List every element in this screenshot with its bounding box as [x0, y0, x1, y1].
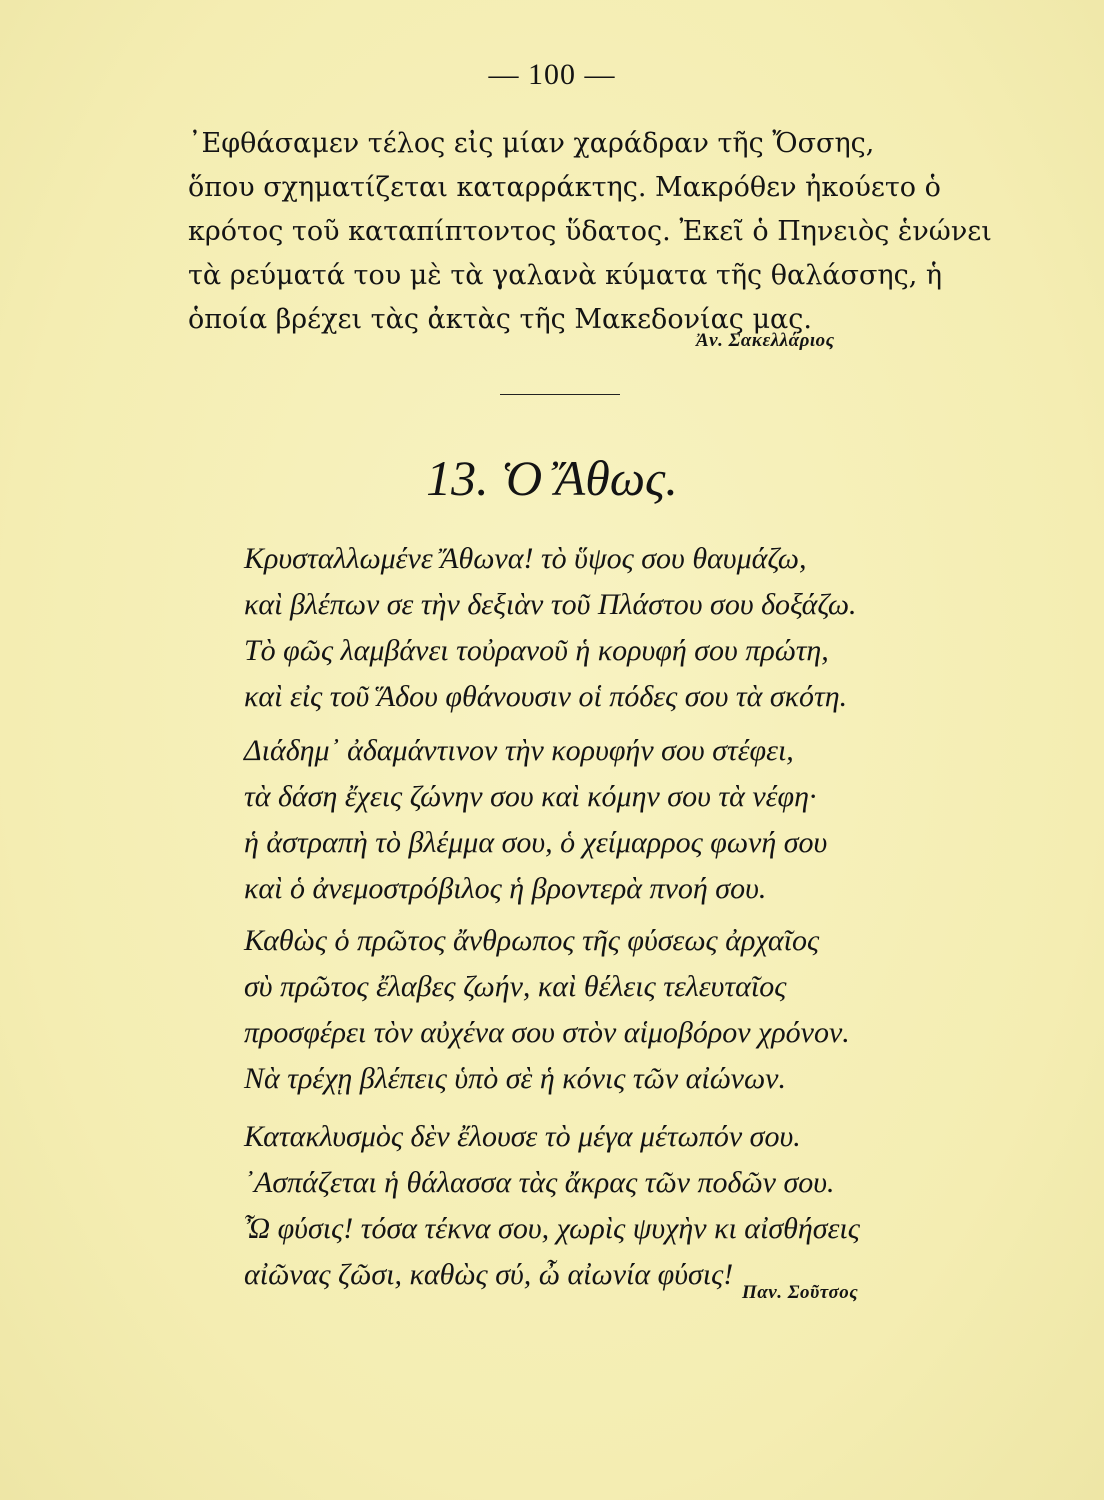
poem-line: προσφέρει τὸν αὐχένα σου στὸν αἱμοβόρον χρόνον. [244, 1016, 850, 1049]
page-number: — 100 — [488, 58, 616, 91]
poem-line: Νὰ τρέχῃ βλέπεις ὑπὸ σὲ ἡ κόνις τῶν αἰώνων. [244, 1062, 786, 1095]
prose-line: κρότος τοῦ καταπίπτοντος ὕδατος. Ἐκεῖ ὁ Πηνειὸς ἑνώνει [188, 216, 992, 247]
prose-line: ὁποία βρέχει τὰς ἀκτὰς τῆς Μακεδονίας μας. [188, 304, 812, 335]
section-title: 13. Ὁ Ἄθως. [426, 450, 678, 506]
poem-stanza [244, 918, 944, 1102]
prose-line: ᾿Εφθάσαμεν τέλος εἰς μίαν χαράδραν τῆς Ὄσσης, [188, 128, 875, 159]
poem-line: καὶ εἰς τοῦ Ἅδου φθάνουσιν οἱ πόδες σου τὰ σκότη. [244, 680, 848, 713]
poem-line: Κρυσταλλωμένε Ἄθωνα! τὸ ὕψος σου θαυμάζω, [244, 542, 807, 575]
poem-line: Καθὼς ὁ πρῶτος ἄνθρωπος τῆς φύσεως ἀρχαῖος [244, 924, 820, 957]
poem-author: Παν. Σοῦτσος [742, 1282, 859, 1303]
poem-stanza [244, 728, 944, 912]
poem-line: καὶ βλέπων σε τὴν δεξιὰν τοῦ Πλάστου σου δοξάζω. [244, 588, 857, 621]
poem-line: Κατακλυσμὸς δὲν ἔλουσε τὸ μέγα μέτωπόν σου. [244, 1120, 801, 1153]
poem-line: Τὸ φῶς λαμβάνει τοὐρανοῦ ἡ κορυφή σου πρώτη, [244, 634, 829, 667]
poem-stanza [244, 1114, 944, 1298]
poem-line: αἰῶνας ζῶσι, καθὼς σύ, ὦ αἰωνία φύσις! [244, 1258, 734, 1291]
poem-line: ᾿Ασπάζεται ἡ θάλασσα τὰς ἄκρας τῶν ποδῶν σου. [244, 1166, 835, 1199]
poem-line: σὺ πρῶτος ἔλαβες ζωήν, καὶ θέλεις τελευταῖος [244, 970, 787, 1003]
poem-line: ἡ ἀστραπὴ τὸ βλέμμα σου, ὁ χείμαρρος φωνή σου [244, 826, 828, 859]
poem-line: τὰ δάση ἔχεις ζώνην σου καὶ κόμην σου τὰ νέφη· [244, 780, 817, 813]
prose-line: τὰ ρεύματά του μὲ τὰ γαλανὰ κύματα τῆς θαλάσσης, ἡ [188, 260, 943, 291]
prose-paragraph [188, 122, 992, 342]
prose-author: Ἀν. Σακελλάριος [696, 330, 835, 351]
poem-line: Ὦ φύσις! τόσα τέκνα σου, χωρὶς ψυχὴν κι αἰσθήσεις [244, 1212, 860, 1245]
poem-line: Διάδημ᾿ ἀδαμάντινον τὴν κορυφήν σου στέφει, [244, 734, 794, 767]
poem-stanza [244, 536, 944, 720]
poem-line: καὶ ὁ ἀνεμοστρόβιλος ἡ βροντερὰ πνοή σου. [244, 872, 767, 905]
section-divider [500, 394, 620, 395]
prose-line: ὅπου σχηματίζεται καταρράκτης. Μακρόθεν ἠκούετο ὁ [188, 172, 941, 203]
